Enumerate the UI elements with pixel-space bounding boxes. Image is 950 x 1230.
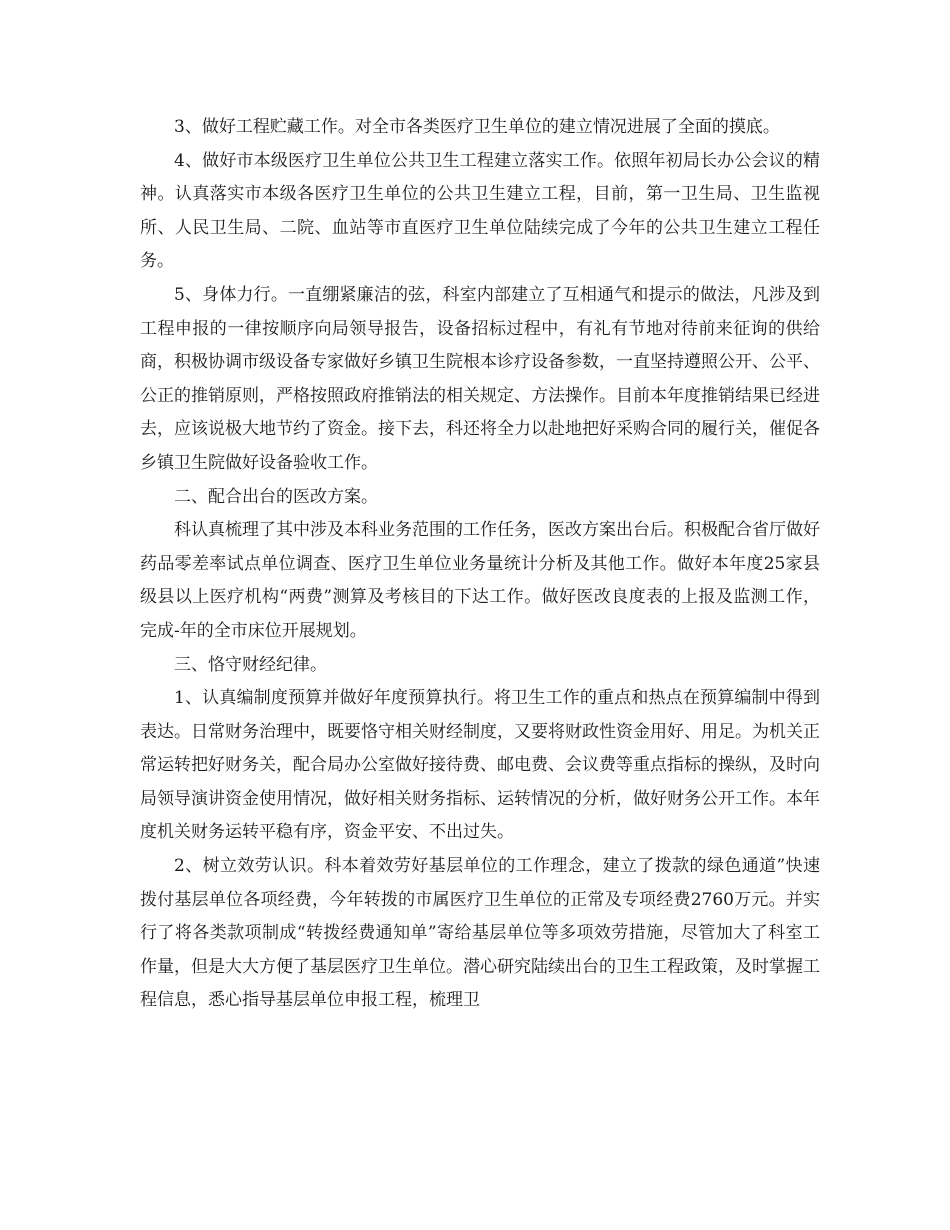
section-heading-financial-discipline: 三、恪守财经纪律。 <box>174 654 327 675</box>
paragraph-project-reserve: 3、做好工程贮藏工作。对全市各类医疗卫生单位的建立情况进展了全面的摸底。 <box>174 117 780 137</box>
paragraph-service-awareness: 2、树立效劳认识。科本着效劳好基层单位的工作理念，建立了拨款的绿色通道”快速拨付基层单位各项经费，今年转拨的市属医疗卫生单位的正常及专项经费2760万元。并实行了将各类款项制成“转拨经费通知单”寄给基层单位等多项效劳措施，尽管加大了科室工作量，但是大大方便了基层医疗卫生单位。潜心研究陆续出台的卫生工程政策，及时掌握工程信息，悉心指导基层单位申报工程，梳理卫 <box>140 856 820 1011</box>
section-heading-medical-reform: 二、配合出台的医改方案。 <box>174 486 378 507</box>
paragraph-medical-reform: 科认真梳理了其中涉及本科业务范围的工作任务，医改方案出台后。积极配合省厅做好药品零差率试点单位调查、医疗卫生单位业务量统计分析及其他工作。做好本年度25家县级县以上医疗机构“两费”测算及考核目的下达工作。做好医改良度表的上报及监测工作，完成-年的全市床位开展规划。 <box>140 520 820 641</box>
paragraph-budget: 1、认真编制度预算并做好年度预算执行。将卫生工作的重点和热点在预算编制中得到表达。日常财务治理中，既要恪守相关财经制度，又要将财政性资金用好、用足。为机关正常运转把好财务关，配合局办公室做好接待费、邮电费、会议费等重点指标的操纵，及时向局领导演讲资金使用情况，做好相关财务指标、运转情况的分析，做好财务公开工作。本年度机关财务运转平稳有序，资金平安、不出过失。 <box>140 688 820 843</box>
document-body <box>140 111 820 1018</box>
paragraph-integrity: 5、身体力行。一直绷紧廉洁的弦，科室内部建立了互相通气和提示的做法，凡涉及到工程申报的一律按顺序向局领导报告，设备招标过程中，有礼有节地对待前来征询的供给商，积极协调市级设备专家做好乡镇卫生院根本诊疗设备参数，一直坚持遵照公开、公平、公正的推销原则，严格按照政府推销法的相关规定、方法操作。目前本年度推销结果已经进去，应该说极大地节约了资金。接下去，科还将全力以赴地把好采购合同的履行关，催促各乡镇卫生院做好设备验收工作。 <box>140 284 820 473</box>
paragraph-public-health-projects: 4、做好市本级医疗卫生单位公共卫生工程建立落实工作。依照年初局长办公会议的精神。认真落实市本级各医疗卫生单位的公共卫生建立工程，目前，第一卫生局、卫生监视所、人民卫生局、二院、血站等市直医疗卫生单位陆续完成了今年的公共卫生建立工程任务。 <box>140 150 820 272</box>
